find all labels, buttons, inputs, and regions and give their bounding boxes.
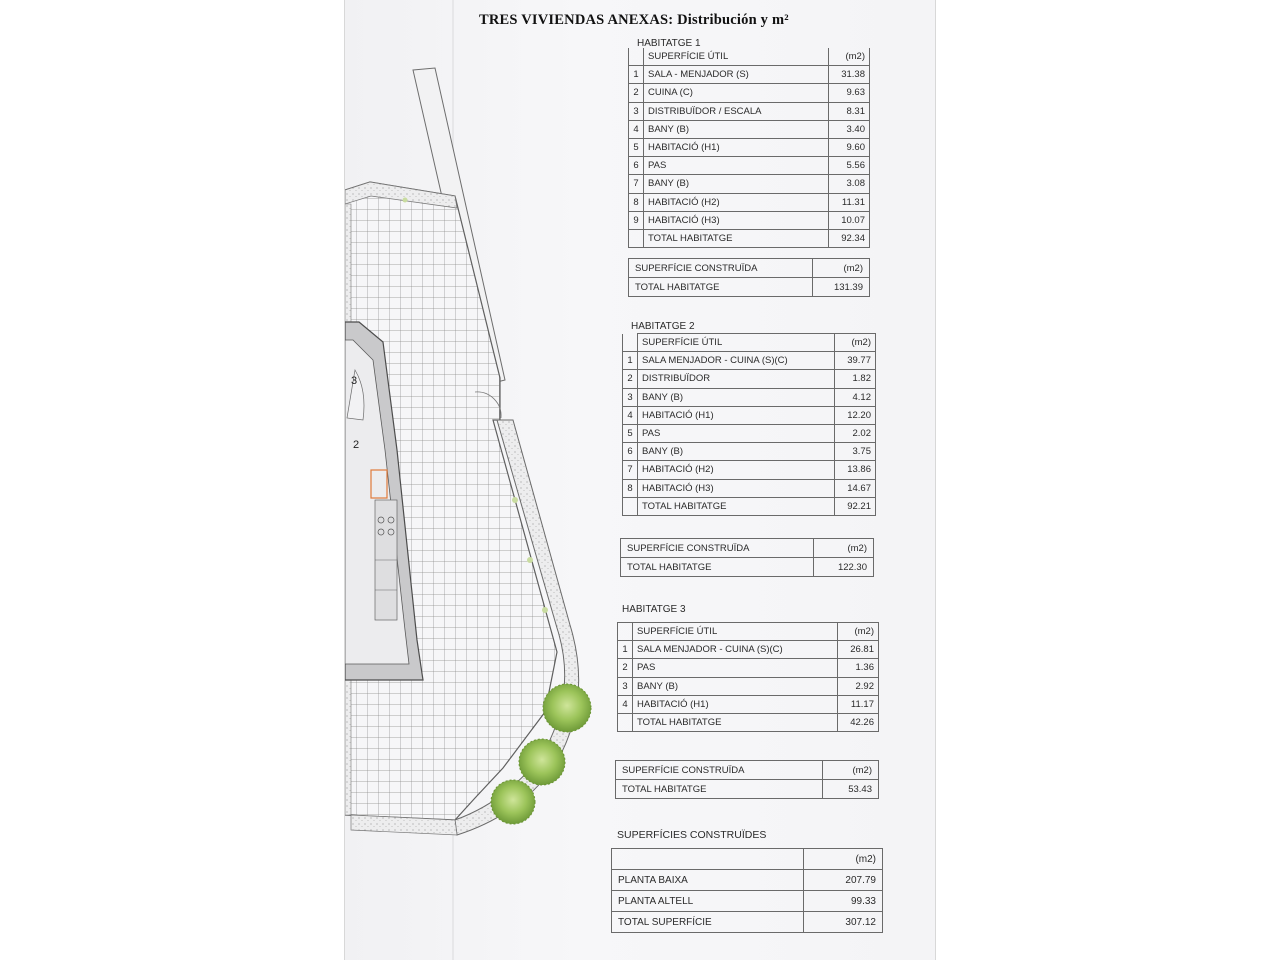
row-number: 1 — [629, 66, 644, 84]
table-row — [623, 461, 876, 479]
room-name: SALA MENJADOR - CUINA (S)(C) — [638, 352, 835, 370]
table-row — [623, 388, 876, 406]
row-number: 8 — [623, 479, 638, 497]
room-name: HABITACIÓ (H1) — [638, 406, 835, 424]
room-name: SALA MENJADOR - CUINA (S)(C) — [633, 641, 838, 659]
table-row — [623, 370, 876, 388]
room-name: PAS — [638, 424, 835, 442]
plant-dot — [527, 557, 533, 563]
table-header-row — [612, 849, 883, 870]
shrub — [491, 780, 535, 824]
room-name: HABITACIÓ (H1) — [633, 695, 838, 713]
row-number: 7 — [629, 175, 644, 193]
document-sheet — [344, 0, 936, 960]
section-label-habitatge-3: HABITATGE 3 — [622, 604, 686, 615]
summary-value: 99.33 — [804, 891, 883, 912]
room-area: 39.77 — [835, 352, 876, 370]
room-name: BANY (B) — [644, 175, 829, 193]
room-area: 3.75 — [835, 443, 876, 461]
row-number: 3 — [618, 677, 633, 695]
built-label: SUPERFÍCIE CONSTRUÏDA — [621, 539, 814, 558]
room-area: 4.12 — [835, 388, 876, 406]
table-habitatge-1 — [628, 48, 870, 248]
row-number: 1 — [623, 352, 638, 370]
built-total-value: 131.39 — [812, 278, 869, 297]
page-title: TRES VIVIENDAS ANEXAS: Distribución y m² — [479, 12, 789, 28]
table-habitatge-2 — [622, 333, 876, 516]
plant-dot — [403, 198, 408, 203]
built-label: SUPERFÍCIE CONSTRUÏDA — [629, 259, 813, 278]
room-area: 12.20 — [835, 406, 876, 424]
built-total-label: TOTAL HABITATGE — [621, 558, 814, 577]
room-label: 3 — [351, 375, 358, 387]
room-name: BANY (B) — [644, 120, 829, 138]
row-number: 5 — [623, 424, 638, 442]
row-number: 7 — [623, 461, 638, 479]
total-value: 92.21 — [835, 497, 876, 515]
summary-value: 207.79 — [804, 870, 883, 891]
table-row — [618, 641, 879, 659]
table-row — [623, 424, 876, 442]
table-row — [629, 84, 870, 102]
shrub — [519, 739, 565, 785]
table-habitatge-3 — [617, 622, 879, 732]
header-unit: (m2) — [829, 48, 870, 66]
row-number: 3 — [623, 388, 638, 406]
summary-name: PLANTA ALTELL — [612, 891, 804, 912]
table-row — [623, 443, 876, 461]
summary-name: PLANTA BAIXA — [612, 870, 804, 891]
room-name: BANY (B) — [633, 677, 838, 695]
built-total-value: 53.43 — [822, 780, 878, 799]
room-area: 1.36 — [838, 659, 879, 677]
header-unit: (m2) — [838, 623, 879, 641]
room-name: HABITACIÓ (H3) — [638, 479, 835, 497]
room-name: PAS — [633, 659, 838, 677]
table-row — [612, 912, 883, 933]
total-value: 92.34 — [829, 229, 870, 247]
header-unit: (m2) — [835, 334, 876, 352]
room-label: 2 — [353, 439, 360, 451]
built-table-habitatge-2 — [620, 538, 874, 577]
built-label: SUPERFÍCIE CONSTRUÏDA — [616, 761, 823, 780]
total-row — [618, 713, 879, 731]
row-number: 4 — [618, 695, 633, 713]
table-header-row — [629, 48, 870, 66]
header-util: SUPERFÍCIE ÚTIL — [633, 623, 838, 641]
room-name: HABITACIÓ (H3) — [644, 211, 829, 229]
room-area: 5.56 — [829, 157, 870, 175]
row-number: 6 — [629, 157, 644, 175]
table-row — [629, 175, 870, 193]
section-label-habitatge-2: HABITATGE 2 — [631, 321, 695, 332]
row-number: 4 — [629, 120, 644, 138]
total-value: 42.26 — [838, 713, 879, 731]
room-name: CUINA (C) — [644, 84, 829, 102]
room-area: 3.40 — [829, 120, 870, 138]
plant-dot — [512, 497, 518, 503]
row-number: 5 — [629, 138, 644, 156]
table-row — [629, 102, 870, 120]
summary-value: 307.12 — [804, 912, 883, 933]
row-number: 9 — [629, 211, 644, 229]
table-row — [623, 352, 876, 370]
room-area: 10.07 — [829, 211, 870, 229]
room-area: 3.08 — [829, 175, 870, 193]
room-name: BANY (B) — [638, 388, 835, 406]
table-row — [629, 211, 870, 229]
room-area: 11.17 — [838, 695, 879, 713]
built-total-label: TOTAL HABITATGE — [616, 780, 823, 799]
table-header-row — [623, 334, 876, 352]
room-name: SALA - MENJADOR (S) — [644, 66, 829, 84]
header-util: SUPERFÍCIE ÚTIL — [638, 334, 835, 352]
table-row — [612, 870, 883, 891]
table-row — [623, 406, 876, 424]
room-name: BANY (B) — [638, 443, 835, 461]
table-row — [618, 659, 879, 677]
room-name: HABITACIÓ (H2) — [644, 193, 829, 211]
table-row — [623, 479, 876, 497]
total-label: TOTAL HABITATGE — [638, 497, 835, 515]
table-row — [629, 66, 870, 84]
built-unit: (m2) — [822, 761, 878, 780]
section-label-habitatge-1: HABITATGE 1 — [637, 38, 701, 49]
room-name: PAS — [644, 157, 829, 175]
header-util: SUPERFÍCIE ÚTIL — [644, 48, 829, 66]
total-label: TOTAL HABITATGE — [644, 229, 829, 247]
room-area: 2.92 — [838, 677, 879, 695]
table-row — [629, 157, 870, 175]
summary-name: TOTAL SUPERFÍCIE — [612, 912, 804, 933]
room-area: 8.31 — [829, 102, 870, 120]
row-number: 2 — [629, 84, 644, 102]
room-area: 31.38 — [829, 66, 870, 84]
room-area: 1.82 — [835, 370, 876, 388]
row-number: 1 — [618, 641, 633, 659]
row-number: 4 — [623, 406, 638, 424]
table-row — [612, 891, 883, 912]
room-area: 26.81 — [838, 641, 879, 659]
total-label: TOTAL HABITATGE — [633, 713, 838, 731]
built-table-habitatge-1 — [628, 258, 870, 297]
table-row — [629, 120, 870, 138]
room-name: HABITACIÓ (H1) — [644, 138, 829, 156]
room-name: DISTRIBUÏDOR / ESCALA — [644, 102, 829, 120]
row-number: 8 — [629, 193, 644, 211]
built-total-label: TOTAL HABITATGE — [629, 278, 813, 297]
table-header-row — [618, 623, 879, 641]
table-row — [618, 695, 879, 713]
row-number: 6 — [623, 443, 638, 461]
header-unit: (m2) — [804, 849, 883, 870]
room-area: 9.63 — [829, 84, 870, 102]
built-unit: (m2) — [814, 539, 874, 558]
plant-dot — [542, 607, 548, 613]
built-unit: (m2) — [812, 259, 869, 278]
total-row — [629, 229, 870, 247]
built-total-value: 122.30 — [814, 558, 874, 577]
room-area: 11.31 — [829, 193, 870, 211]
built-table-habitatge-3 — [615, 760, 879, 799]
shrub — [543, 684, 591, 732]
room-area: 14.67 — [835, 479, 876, 497]
total-row — [623, 497, 876, 515]
row-number: 2 — [618, 659, 633, 677]
row-number: 3 — [629, 102, 644, 120]
section-label-summary: SUPERFÍCIES CONSTRUÏDES — [617, 829, 767, 841]
table-row — [629, 193, 870, 211]
room-area: 9.60 — [829, 138, 870, 156]
room-area: 2.02 — [835, 424, 876, 442]
room-name: DISTRIBUÏDOR — [638, 370, 835, 388]
room-area: 13.86 — [835, 461, 876, 479]
table-row — [629, 138, 870, 156]
table-summary — [611, 848, 883, 933]
room-name: HABITACIÓ (H2) — [638, 461, 835, 479]
row-number: 2 — [623, 370, 638, 388]
table-row — [618, 677, 879, 695]
